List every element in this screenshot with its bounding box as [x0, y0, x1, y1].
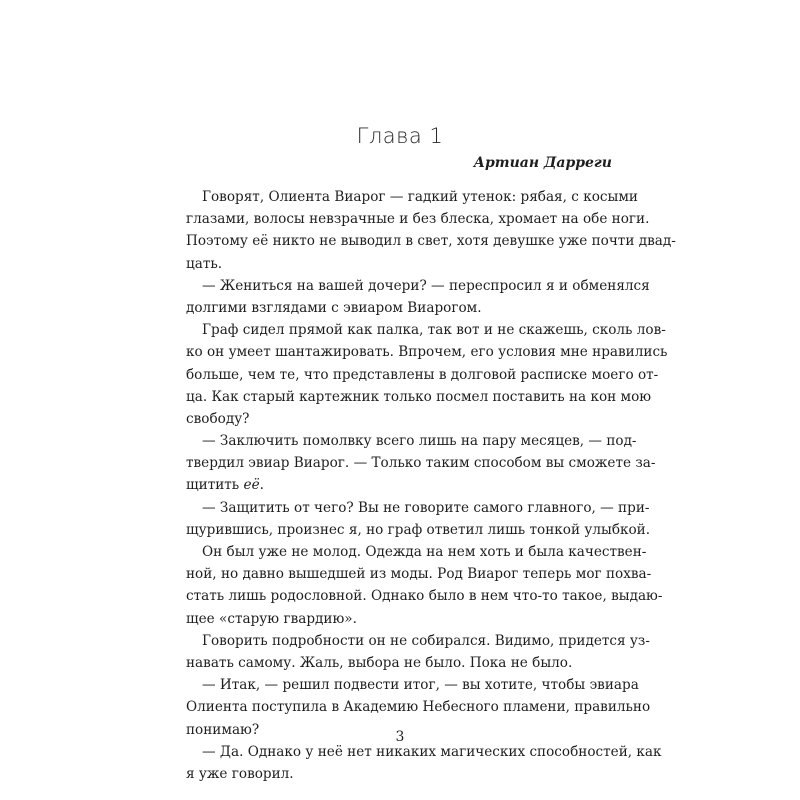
text-line: больше, чем те, что представлены в долговой расписке моего от-	[186, 366, 659, 383]
chapter-title: Глава 1	[356, 124, 444, 148]
text-line: щурившись, произнес я, но граф ответил лишь тонкой улыбкой.	[186, 521, 651, 538]
text-line: цать.	[186, 255, 223, 272]
text-line: ца. Как старый картежник только посмел поставить на кон мою	[186, 388, 652, 405]
text-line: — Итак, — решил подвести итог, — вы хотите, чтобы эвиара	[202, 677, 639, 694]
text-line: Олиента поступила в Академию Небесного пламени, правильно	[186, 699, 651, 716]
body-text	[186, 186, 676, 785]
text-segment: щитить	[186, 477, 244, 494]
page-number: 3	[395, 729, 405, 745]
text-line: я уже говорил.	[186, 765, 294, 782]
text-line: Он был уже не молод. Одежда на нем хоть и была качествен-	[202, 544, 647, 560]
text-line	[186, 474, 614, 496]
text-line: ко он умеет шантажировать. Впрочем, его условия мне нравились	[186, 344, 668, 361]
text-line: Поэтому её никто не выводил в свет, хотя девушке уже почти двад-	[186, 233, 676, 250]
text-line: — Да. Однако у неё нет никаких магических способностей, как	[202, 743, 662, 760]
text-line: — Заключить помолвку всего лишь на пару месяцев, — под-	[202, 433, 637, 450]
text-line: свободу?	[186, 410, 250, 427]
text-line: глазами, волосы невзрачные и без блеска, хромает на обе ноги.	[186, 211, 650, 228]
text-line: долгими взглядами с эвиаром Виарогом.	[186, 299, 482, 316]
text-line: Говорить подробности он не собирался. Видимо, придется уз-	[202, 632, 650, 649]
text-line: понимаю?	[186, 721, 260, 738]
text-line: щее «старую гвардию».	[186, 610, 357, 627]
text-line: твердил эвиар Виарог. — Только таким способом вы сможете за-	[186, 455, 656, 472]
text-line: Говорят, Олиента Виарог — гадкий утенок: рябая, с косыми	[202, 189, 638, 205]
chapter-author: Артиан Дарреги	[473, 155, 612, 171]
text-line: — Жениться на вашей дочери? — переспросил я и обменялся	[202, 277, 650, 294]
text-line: Граф сидел прямой как палка, так вот и не скажешь, сколь лов-	[202, 322, 666, 339]
text-line: ной, но давно вышедшей из моды. Род Виарог теперь мог похва-	[186, 566, 652, 583]
italic-emphasis: её	[243, 477, 260, 494]
text-line: — Защитить от чего? Вы не говорите самого главного, — при-	[202, 499, 650, 516]
text-segment: .	[259, 477, 264, 494]
text-line: стать лишь родословной. Однако было в нем что-то такое, выдаю-	[186, 588, 663, 605]
text-line: навать самому. Жаль, выбора не было. Пока не было.	[186, 654, 573, 671]
